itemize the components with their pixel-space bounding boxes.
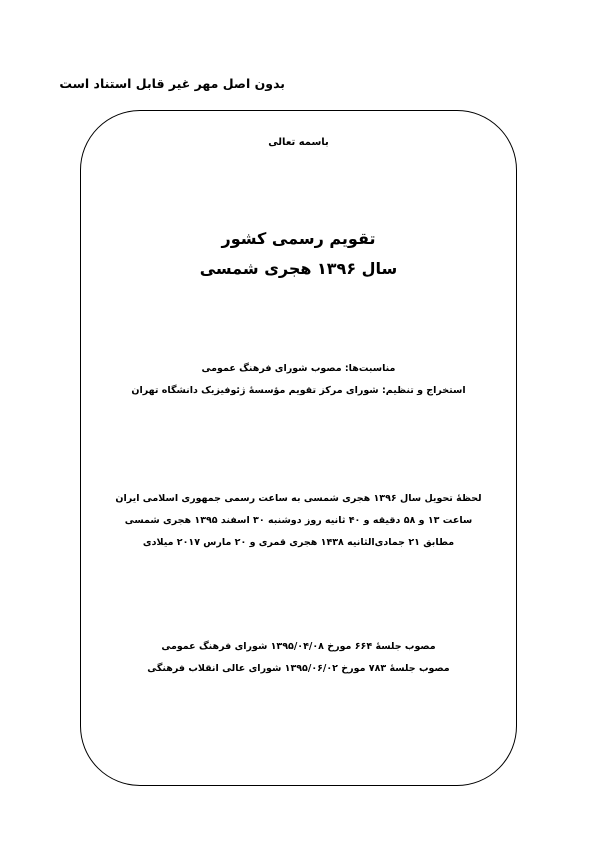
approval-line-2: مصوب جلسهٔ ۷۸۳ مورخ ۱۳۹۵/۰۶/۰۲ شورای عالی انقلاب فرهنگی — [147, 663, 450, 674]
approval-line-1: مصوب جلسهٔ ۶۶۴ مورخ ۱۳۹۵/۰۴/۰۸ شورای فرهنگ عمومی — [161, 641, 436, 652]
calendar-year: سال ۱۳۹۶ هجری شمسی — [199, 259, 398, 278]
tahvil-line-3: مطابق ۲۱ جمادی‌الثانیه ۱۴۳۸ هجری قمری و ۲۰ مارس ۲۰۱۷ میلادی — [142, 537, 455, 548]
occasions-credit: مناسبت‌ها: مصوب شورای فرهنگ عمومی — [201, 363, 396, 374]
calendar-title: تقویم رسمی کشور — [221, 229, 376, 248]
validity-note: بدون اصل مهر غیر قابل استناد است — [59, 76, 285, 91]
extraction-credit: استخراج و تنظیم: شورای مرکز تقویم مؤسسهٔ ژئوفیزیک دانشگاه تهران — [131, 385, 466, 396]
tahvil-line-1: لحظهٔ تحویل سال ۱۳۹۶ هجری شمسی به ساعت رسمی جمهوری اسلامی ایران — [115, 493, 482, 504]
basmala: باسمه تعالی — [268, 137, 329, 148]
document-frame — [80, 110, 517, 786]
tahvil-line-2: ساعت ۱۳ و ۵۸ دقیقه و ۴۰ ثانیه روز دوشنبه ۳۰ اسفند ۱۳۹۵ هجری شمسی — [124, 515, 473, 526]
